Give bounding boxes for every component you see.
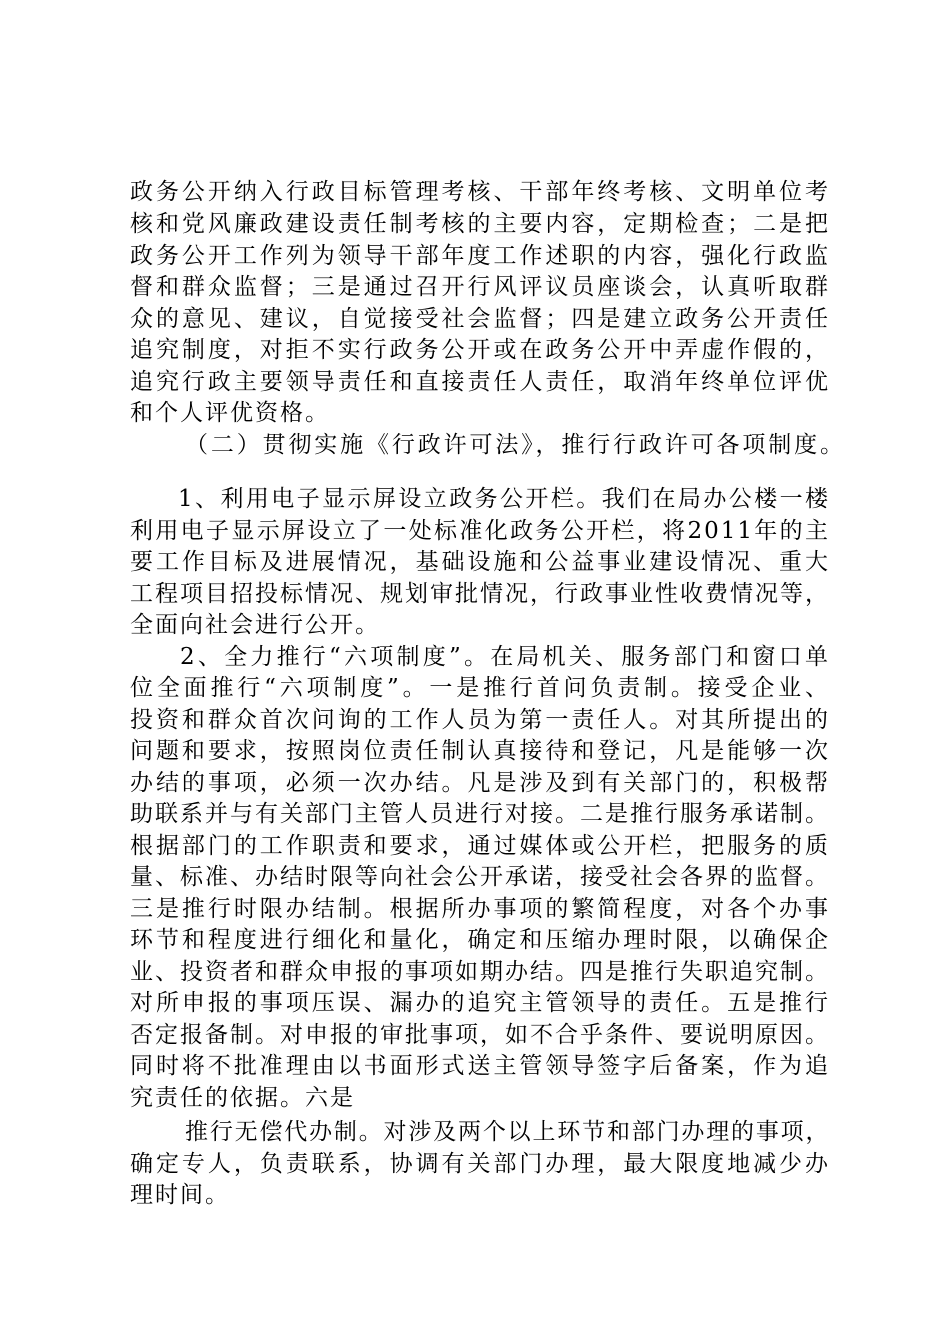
text-line: 问题和要求，按照岗位责任制认真接待和登记，凡是能够一次 xyxy=(130,738,830,764)
text-line: 督和群众监督；三是通过召开行风评议员座谈会，认真听取群 xyxy=(130,274,830,300)
text-line: 和个人评优资格。 xyxy=(130,400,330,426)
text-line: 否定报备制。对申报的审批事项，如不合乎条件、要说明原因。 xyxy=(130,1022,830,1048)
text-line: 利用电子显示屏设立了一处标准化政务公开栏，将2011年的主 xyxy=(130,518,830,544)
text-line: 1、利用电子显示屏设立政务公开栏。我们在局办公楼一楼 xyxy=(178,486,830,512)
text-line: 同时将不批准理由以书面形式送主管领导签字后备案，作为追 xyxy=(130,1053,830,1079)
text-line: 理时间。 xyxy=(130,1182,230,1208)
text-line: 助联系并与有关部门主管人员进行对接。二是推行服务承诺制。 xyxy=(130,801,830,827)
text-line: 核和党风廉政建设责任制考核的主要内容，定期检查；二是把 xyxy=(130,211,830,237)
text-line: 三是推行时限办结制。根据所办事项的繁简程度，对各个办事 xyxy=(130,896,830,922)
text-line: 工程项目招投标情况、规划审批情况，行政事业性收费情况等， xyxy=(130,581,830,607)
text-line: 环节和程度进行细化和量化，确定和压缩办理时限，以确保企 xyxy=(130,927,830,953)
text-line: 追究制度，对拒不实行政务公开或在政务公开中弄虚作假的， xyxy=(130,337,830,363)
text-line: 业、投资者和群众申报的事项如期办结。四是推行失职追究制。 xyxy=(130,959,830,985)
text-line: 量、标准、办结时限等向社会公开承诺，接受社会各界的监督。 xyxy=(130,864,830,890)
text-line: 政务公开工作列为领导干部年度工作述职的内容，强化行政监 xyxy=(130,243,830,269)
text-line: 根据部门的工作职责和要求，通过媒体或公开栏，把服务的质 xyxy=(130,833,830,859)
text-line: 确定专人，负责联系，协调有关部门办理，最大限度地减少办 xyxy=(130,1151,830,1177)
text-line: 政务公开纳入行政目标管理考核、干部年终考核、文明单位考 xyxy=(130,179,830,205)
text-line: 办结的事项，必须一次办结。凡是涉及到有关部门的，积极帮 xyxy=(130,770,830,796)
text-line: 追究行政主要领导责任和直接责任人责任，取消年终单位评优 xyxy=(130,369,830,395)
text-line: 对所申报的事项压误、漏办的追究主管领导的责任。五是推行 xyxy=(130,990,830,1016)
text-line: 全面向社会进行公开。 xyxy=(130,612,380,638)
section-heading: （二）贯彻实施《行政许可法》，推行行政许可各项制度。 xyxy=(185,432,845,458)
text-line: 究责任的依据。六是 xyxy=(130,1085,355,1111)
text-line: 位全面推行“六项制度”。一是推行首问负责制。接受企业、 xyxy=(130,675,830,701)
text-line: 投资和群众首次问询的工作人员为第一责任人。对其所提出的 xyxy=(130,707,830,733)
text-line: 2、全力推行“六项制度”。在局机关、服务部门和窗口单 xyxy=(180,644,830,670)
text-line: 要工作目标及进展情况，基础设施和公益事业建设情况、重大 xyxy=(130,549,830,575)
text-line: 推行无偿代办制。对涉及两个以上环节和部门办理的事项， xyxy=(185,1119,830,1145)
text-line: 众的意见、建议，自觉接受社会监督；四是建立政务公开责任 xyxy=(130,306,830,332)
